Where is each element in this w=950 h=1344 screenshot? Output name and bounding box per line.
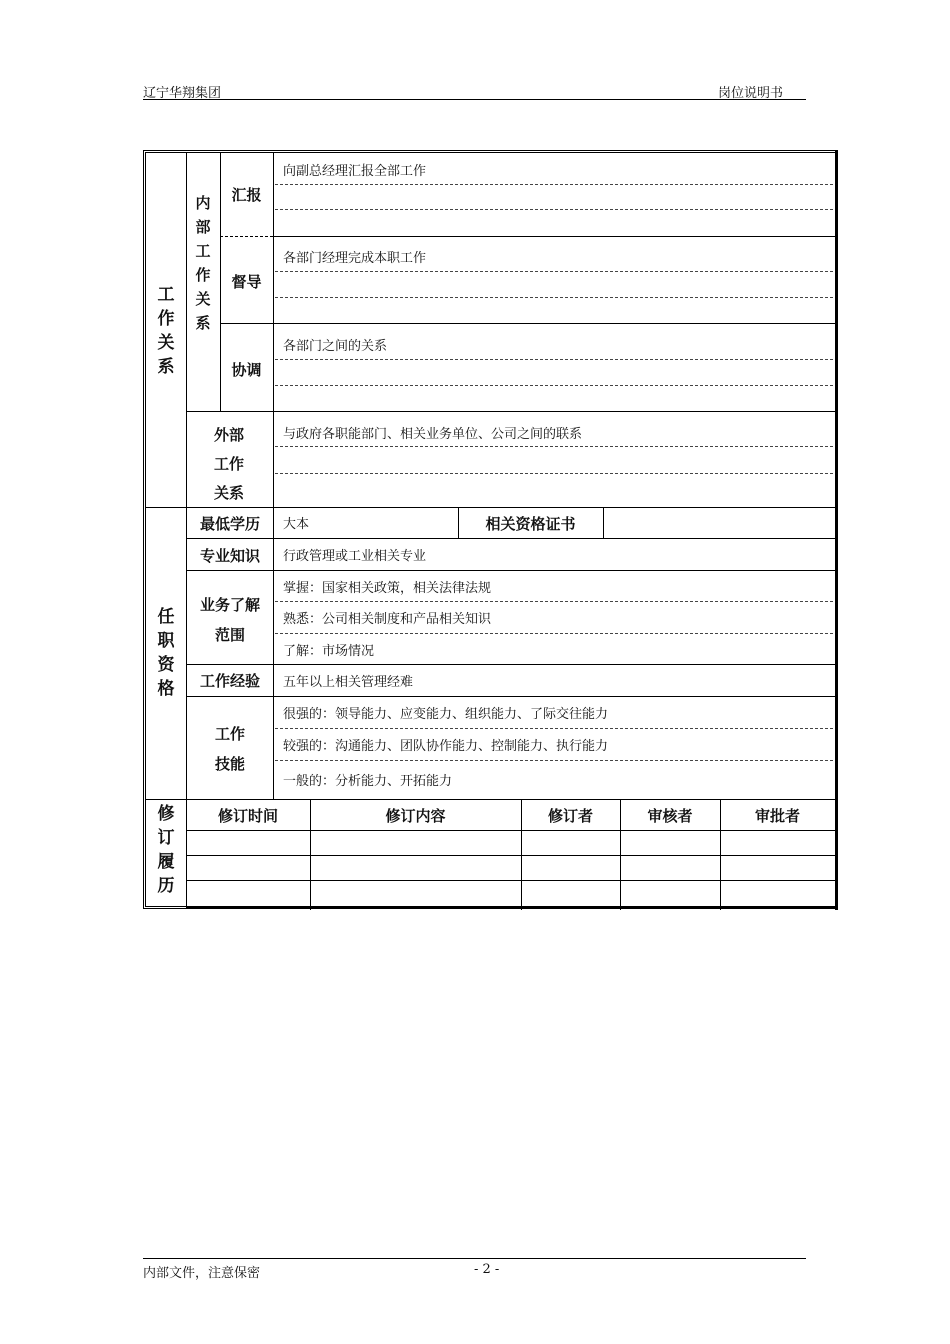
coordinate-text: 各部门之间的关系: [283, 339, 388, 354]
revision-col-reviser: 修订者: [547, 807, 593, 825]
header-divider: [143, 99, 806, 100]
revision-col-approver: 审批者: [754, 807, 800, 825]
char: 职: [157, 631, 175, 651]
row-line-qualifications: [146, 799, 835, 800]
confidential-note: 内部文件，注意保密: [143, 1266, 261, 1281]
label-line: 关系: [213, 484, 244, 502]
skills-line: 很强的：领导能力、应变能力、组织能力、了际交往能力: [283, 707, 609, 722]
education-label: 最低学历: [199, 515, 260, 533]
dash-line: [275, 271, 833, 272]
section-column-divider: [186, 152, 187, 908]
row-line-experience: [186, 696, 835, 697]
internal-relations-label: [192, 191, 214, 335]
experience-label: 工作经验: [199, 672, 260, 690]
education-value: 大本: [283, 517, 310, 532]
char: 工: [195, 242, 211, 260]
char: 历: [157, 876, 175, 896]
char: 部: [195, 218, 211, 236]
business-scope-label: [188, 590, 272, 650]
char: 内: [195, 194, 211, 212]
char: 订: [157, 828, 175, 848]
skills-label: [188, 719, 272, 779]
skills-line: 一般的：分析能力、开拓能力: [283, 774, 453, 789]
supervise-label: 督导: [231, 273, 262, 291]
dash-line: [275, 385, 833, 386]
label-line: 业务了解: [199, 596, 260, 614]
label-line: 工作: [214, 725, 245, 743]
report-text: 向副总经理汇报全部工作: [283, 164, 427, 179]
char: 履: [157, 852, 175, 872]
coordinate-label: 协调: [231, 361, 262, 379]
dash-line: [275, 728, 833, 729]
label-line: 外部: [213, 426, 244, 444]
char: 资: [157, 655, 175, 675]
report-label: 汇报: [231, 186, 262, 204]
dash-line: [275, 359, 833, 360]
business-line: 熟悉：公司相关制度和产品相关知识: [283, 612, 492, 627]
char: 关: [195, 290, 211, 308]
label-column-divider: [273, 152, 274, 507]
revision-col-time: 修订时间: [217, 807, 278, 825]
label-line: 范围: [214, 626, 245, 644]
row-line-knowledge: [186, 570, 835, 571]
revision-header-line: [186, 830, 835, 831]
revision-row-line-2: [186, 880, 835, 881]
table-shadow-bottom: [186, 906, 838, 909]
revision-col-reviewer: 审核者: [647, 807, 693, 825]
supervise-text: 各部门经理完成本职工作: [283, 251, 427, 266]
row-line-business: [186, 664, 835, 665]
label-column-divider-2: [273, 507, 274, 799]
business-line: 掌握：国家相关政策，相关法律法规: [283, 581, 492, 596]
experience-value: 五年以上相关管理经难: [283, 675, 414, 690]
document-title: 岗位说明书: [718, 86, 784, 101]
business-line: 了解：市场情况: [283, 644, 375, 659]
certificate-label: 相关资格证书: [485, 515, 576, 533]
company-name: 辽宁华翔集团: [143, 86, 222, 101]
dash-line: [275, 297, 833, 298]
char: 作: [157, 309, 175, 329]
external-relations-text: 与政府各职能部门、相关业务单位、公司之间的联系: [283, 427, 583, 442]
char: 修: [157, 804, 175, 824]
char: 工: [157, 285, 175, 305]
knowledge-value: 行政管理或工业相关专业: [283, 549, 427, 564]
skills-line: 较强的：沟通能力、团队协作能力、控制能力、执行能力: [283, 739, 609, 754]
label-dash-report: [220, 236, 273, 237]
revision-col-content: 修订内容: [385, 807, 446, 825]
revision-row-line-1: [186, 855, 835, 856]
row-line-supervise: [220, 323, 835, 324]
external-relations-label: [196, 421, 262, 508]
char: 关: [157, 333, 175, 353]
work-relations-section-label: [153, 283, 179, 379]
char: 格: [157, 679, 175, 699]
dash-line: [275, 601, 833, 602]
dash-line: [275, 473, 833, 474]
row-line-coordinate: [186, 411, 835, 412]
dash-line: [275, 633, 833, 634]
char: 系: [195, 314, 211, 332]
qualifications-section-label: [153, 605, 179, 701]
char: 系: [157, 357, 175, 377]
revision-section-label: [153, 802, 179, 898]
label-line: 技能: [214, 755, 245, 773]
dash-line: [275, 184, 833, 185]
table-shadow-right: [835, 150, 838, 910]
dash-line: [275, 209, 833, 210]
row-line-report: [273, 236, 835, 237]
label-line: 工作: [213, 455, 244, 473]
dash-line: [275, 446, 833, 447]
knowledge-label: 专业知识: [199, 547, 260, 565]
dash-line: [275, 760, 833, 761]
row-line-education: [186, 538, 835, 539]
footer-divider: [143, 1258, 806, 1259]
education-divider-2: [603, 507, 604, 538]
char: 作: [195, 266, 211, 284]
page-number: - 2 -: [474, 1262, 500, 1277]
char: 任: [157, 607, 175, 627]
